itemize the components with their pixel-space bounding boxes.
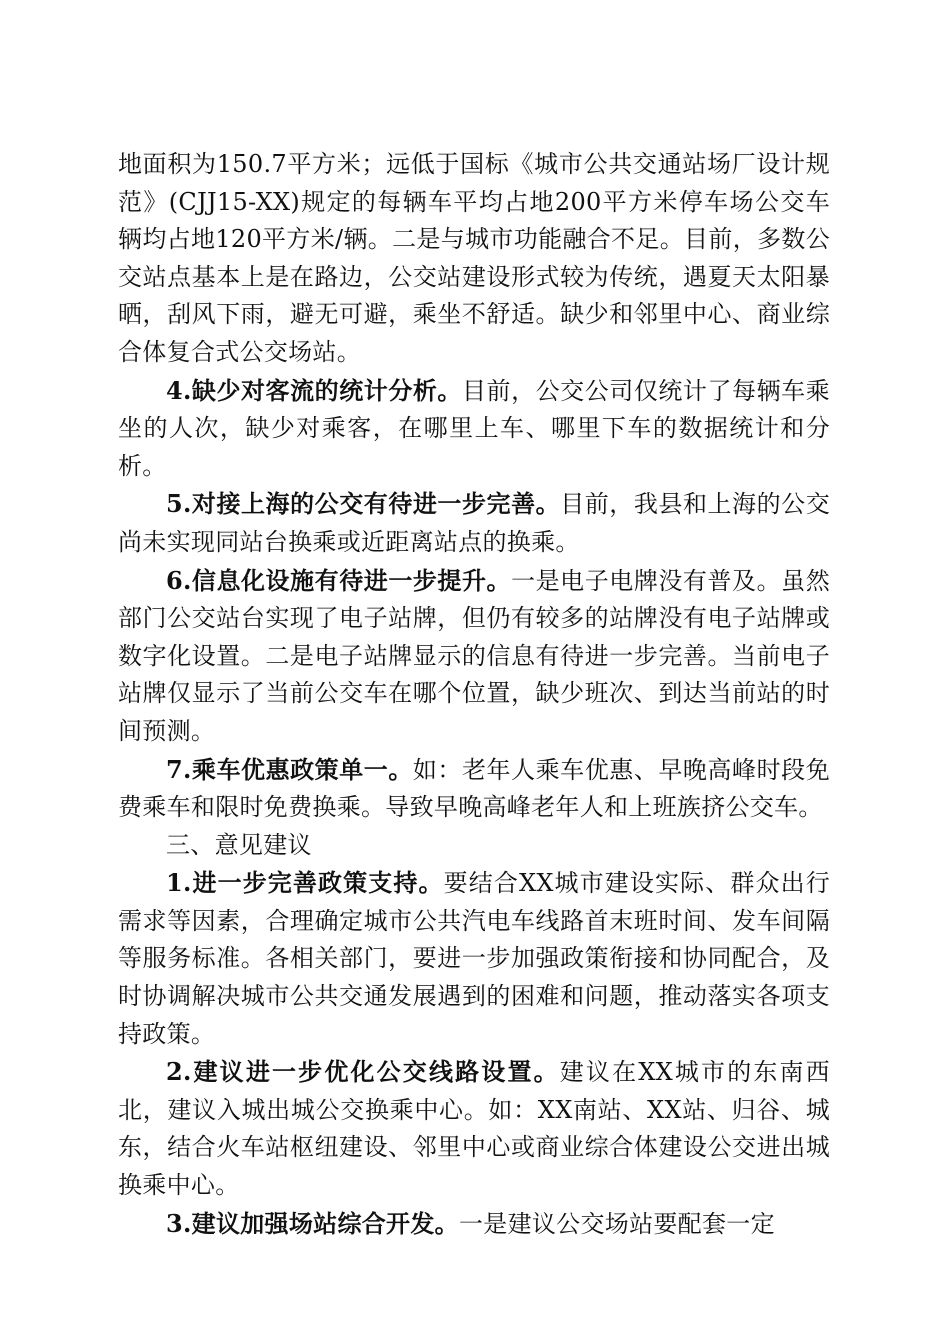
- paragraph-text: 要结合XX城市建设实际、群众出行需求等因素，合理确定城市公共汽电车线路首末班时间、发车间隔等服务标准。各相关部门，要进一步加强政策衔接和协同配合，及时协调解决城市公共交通发展遇到的困难和问题，推动落实各项支持政策。: [118, 869, 830, 1048]
- paragraph-heading: 1.进一步完善政策支持。: [166, 868, 444, 898]
- suggestion-item-1: [118, 864, 830, 1053]
- paragraph-heading: 4.缺少对客流的统计分析。: [166, 375, 462, 405]
- paragraph-item-6: [118, 562, 830, 751]
- paragraph-item-5: [118, 485, 830, 561]
- paragraph-text: 地面积为150.7平方米；远低于国标《城市公共交通站场厂设计规范》(CJJ15-XX)规定的每辆车平均占地200平方米停车场公交车辆均占地120平方米/辆。二是与城市功能融合不足。目前，多数公交站点基本上是在路边，公交站建设形式较为传统，遇夏天太阳暴晒，刮风下雨，避无可避，乘坐不舒适。缺少和邻里中心、商业综合体复合式公交场站。: [118, 150, 830, 366]
- paragraph-text: 一是建议公交场站要配套一定: [458, 1209, 775, 1238]
- suggestion-item-3: [118, 1205, 830, 1244]
- paragraph-heading: 2.建议进一步优化公交线路设置。: [166, 1057, 560, 1087]
- suggestion-item-2: [118, 1053, 830, 1204]
- paragraph-text: 一是电子电牌没有普及。虽然部门公交站台实现了电子站牌，但仍有较多的站牌没有电子站牌或数字化设置。二是电子站牌显示的信息有待进一步完善。当前电子站牌仅显示了当前公交车在哪个位置，缺少班次、到达当前站的时间预测。: [118, 566, 830, 745]
- paragraph-heading: 3.建议加强场站综合开发。: [166, 1208, 459, 1238]
- paragraph-text: 建议在XX城市的东南西北，建议入城出城公交换乘中心。如：XX南站、XX站、归谷、城东，结合火车站枢纽建设、邻里中心或商业综合体建设公交进出城换乘中心。: [118, 1058, 830, 1200]
- paragraph-continuation: [118, 146, 830, 372]
- section-title: 三、意见建议: [166, 830, 312, 859]
- paragraph-item-4: [118, 372, 830, 486]
- paragraph-heading: 6.信息化设施有待进一步提升。: [166, 565, 512, 595]
- document-body: [118, 146, 830, 1243]
- section-heading: [118, 827, 830, 865]
- paragraph-item-7: [118, 751, 830, 827]
- paragraph-text: 目前，公交公司仅统计了每辆车乘坐的人次，缺少对乘客，在哪里上车、哪里下车的数据统计和分析。: [118, 376, 830, 480]
- paragraph-heading: 7.乘车优惠政策单一。: [166, 754, 413, 784]
- paragraph-heading: 5.对接上海的公交有待进一步完善。: [166, 489, 561, 519]
- paragraph-text: 如：老年人乘车优惠、早晚高峰时段免费乘车和限时免费换乘。导致早晚高峰老年人和上班族挤公交车。: [118, 755, 830, 822]
- paragraph-text: 目前，我县和上海的公交尚未实现同站台换乘或近距离站点的换乘。: [118, 490, 830, 556]
